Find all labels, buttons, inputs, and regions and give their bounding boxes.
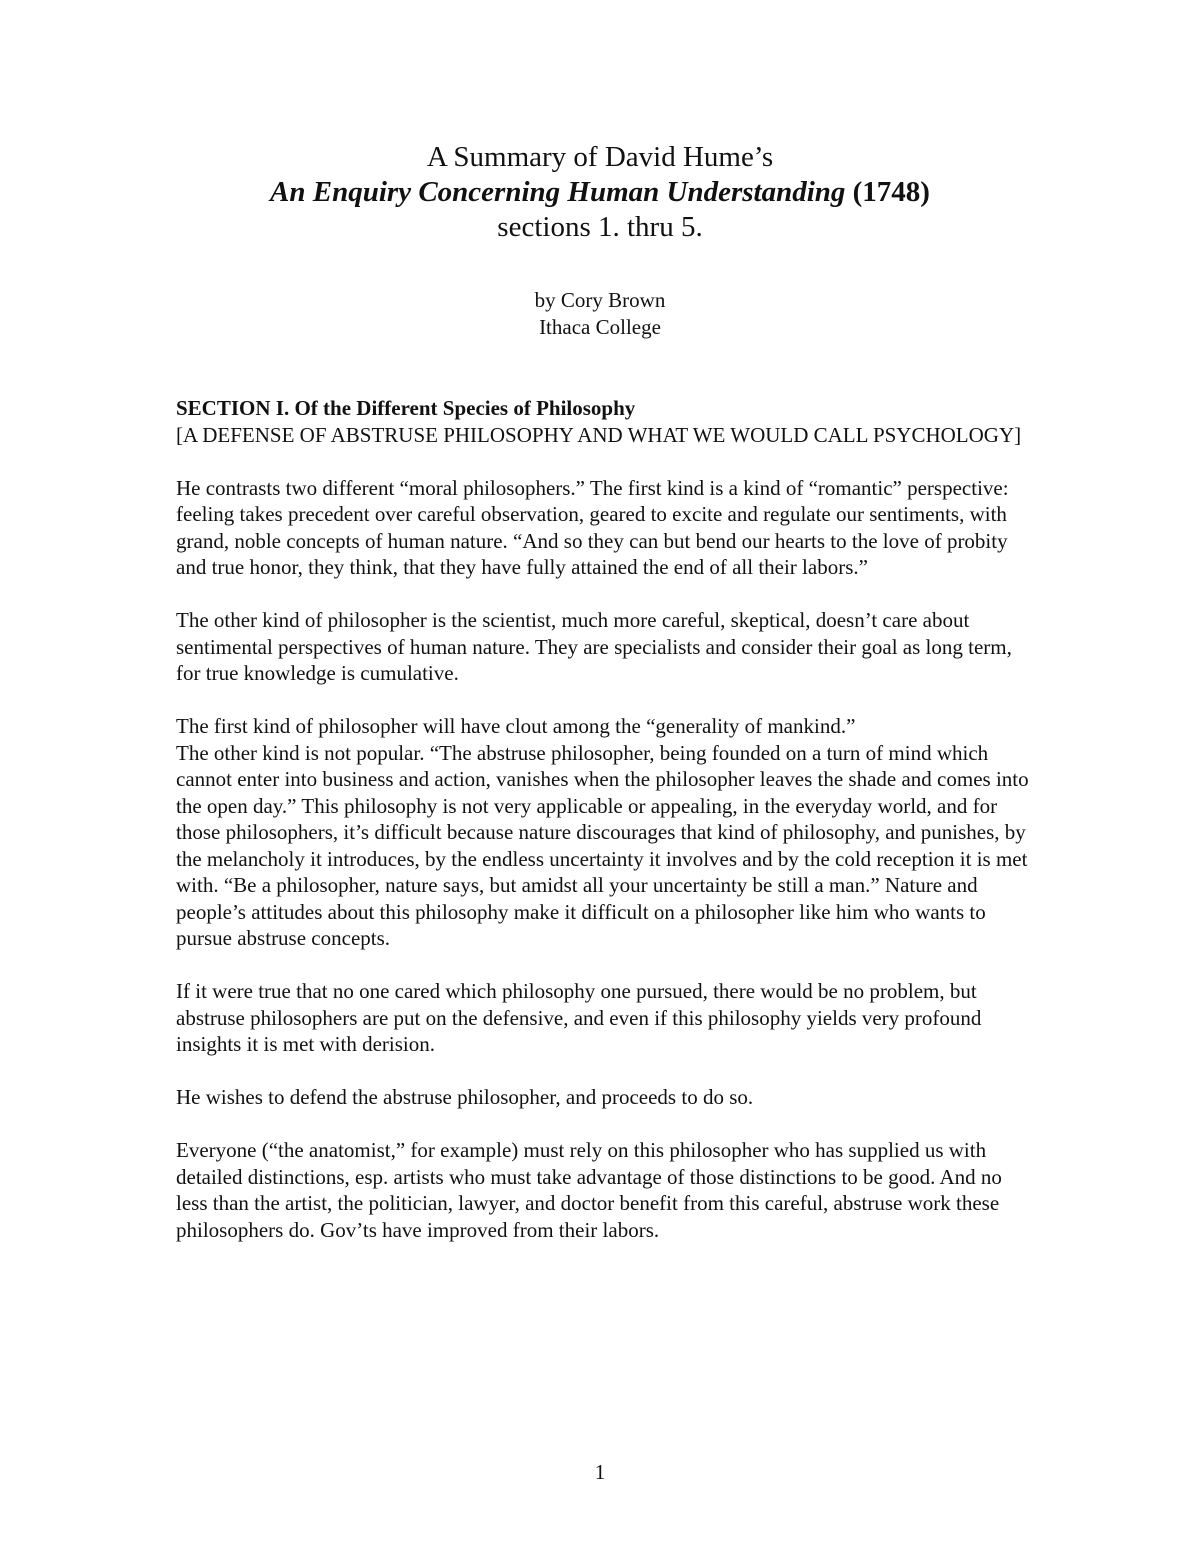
- title-line-3: sections 1. thru 5.: [497, 211, 703, 243]
- paragraph: If it were true that no one cared which philosophy one pursued, there would be no problem, but abstruse philosophers are put on the defensive, and even if this philosophy yields very profound insights it is met with derision.: [176, 979, 982, 1056]
- paragraph: The first kind of philosopher will have clout among the “generality of mankind.”: [176, 714, 856, 738]
- paragraph: The other kind is not popular. “The abstruse philosopher, being founded on a turn of mind which cannot enter into business and action, vanishes when the philosopher leaves the shade and comes into the open day.” This philosophy is not very applicable or appealing, in the everyday world, and for those philosophers, it’s difficult because nature discourages that kind of philosophy, and punishes, by the melancholy it introduces, by the endless uncertainty it involves and by the cold reception it is met with. “Be a philosopher, nature says, but amidst all your uncertainty be still a man.” Nature and people’s attitudes about this philosophy make it difficult on a philosopher like him who wants to pursue abstruse concepts.: [176, 740, 1029, 950]
- section-heading: SECTION I. Of the Different Species of Philosophy: [176, 396, 636, 420]
- paragraph: He contrasts two different “moral philosophers.” The first kind is a kind of “romantic” perspective: feeling takes precedent over careful observation, geared to excite and regulate our sentiments, with grand, noble concepts of human nature. “And so they can but bend our hearts to the love of probity and true honor, they think, that they have fully attained the end of all their labors.”: [176, 475, 1009, 579]
- page-number: 1: [594, 1460, 606, 1484]
- book-year: (1748): [845, 176, 930, 208]
- byline: [0, 287, 1200, 341]
- section-subheading: [A DEFENSE OF ABSTRUSE PHILOSOPHY AND WHAT WE WOULD CALL PSYCHOLOGY]: [176, 422, 1022, 447]
- book-title: An Enquiry Concerning Human Understanding: [270, 176, 846, 208]
- institution: Ithaca College: [539, 315, 661, 339]
- body-text: [176, 395, 1036, 1243]
- title-line-2: [0, 175, 1200, 210]
- title-line-1: A Summary of David Hume’s: [426, 141, 774, 173]
- title-block: [0, 140, 1200, 245]
- author: by Cory Brown: [534, 288, 666, 312]
- paragraph: Everyone (“the anatomist,” for example) must rely on this philosopher who has supplied us with detailed distinctions, esp. artists who must take advantage of those distinctions to be good. And no less than the artist, the politician, lawyer, and doctor benefit from this careful, abstruse work these philosophers do. Gov’ts have improved from their labors.: [176, 1138, 1002, 1242]
- paragraph: The other kind of philosopher is the scientist, much more careful, skeptical, doesn’t care about sentimental perspectives of human nature. They are specialists and consider their goal as long term, for true knowledge is cumulative.: [176, 608, 1012, 685]
- paragraph: He wishes to defend the abstruse philosopher, and proceeds to do so.: [176, 1085, 754, 1109]
